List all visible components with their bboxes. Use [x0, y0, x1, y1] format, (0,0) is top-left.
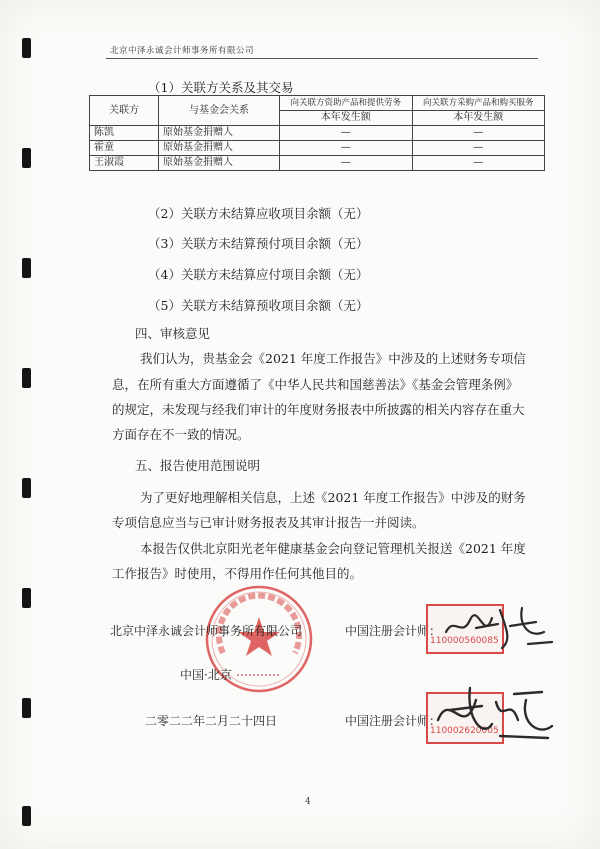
table-header-row [90, 96, 545, 111]
cpa2-label: 中国注册会计师： [345, 714, 442, 728]
signature-firm-name: 北京中泽永诚会计师事务所有限公司 [110, 624, 303, 638]
binder-hole [22, 698, 31, 718]
list-item: （2）关联方未结算应收项目余额（无） [148, 206, 369, 221]
table-cell-value: — [412, 126, 545, 141]
binder-hole [22, 806, 31, 826]
table-cell-party: 陈凯 [90, 126, 159, 141]
binder-hole [22, 588, 31, 608]
table-header-party: 关联方 [90, 96, 159, 126]
related-party-table [89, 95, 545, 171]
table-cell-value: — [280, 156, 413, 171]
cpa1-handwritten-signature [440, 598, 560, 658]
cpa1-seal-id: 110000560085 [430, 636, 499, 646]
page-header: 北京中泽永诚会计师事务所有限公司 [110, 46, 255, 56]
table-cell-value: — [280, 126, 413, 141]
table-cell-party: 霍童 [90, 141, 159, 156]
section-title-related-parties: （1）关联方关系及其交易 [148, 80, 294, 95]
table-row [90, 126, 545, 141]
list-item: （3）关联方未结算预付项目余额（无） [148, 236, 369, 251]
table-cell-relation: 原始基金捐赠人 [159, 141, 280, 156]
binder-hole [22, 258, 31, 278]
table-header-group1: 向关联方资助产品和提供劳务 [280, 96, 413, 111]
paragraph-line: 的规定，未发现与经我们审计的年度财务报表中所披露的相关内容存在重大 [112, 402, 525, 417]
binder-hole [22, 148, 31, 168]
table-cell-value: — [280, 141, 413, 156]
binder-hole [22, 368, 31, 388]
cpa2-seal-id: 110002620005 [430, 726, 499, 736]
table-cell-value: — [412, 141, 545, 156]
paragraph-line: 方面存在不一致的情况。 [112, 427, 250, 442]
section-title-audit-opinion: 四、审核意见 [135, 326, 211, 341]
table-subheader: 本年发生额 [412, 111, 545, 126]
signature-date: 二零二二年二月二十四日 [145, 714, 278, 728]
binder-hole [22, 478, 31, 498]
binder-hole [22, 38, 31, 58]
header-rule [106, 58, 538, 59]
table-cell-relation: 原始基金捐赠人 [159, 126, 280, 141]
list-item: （5）关联方未结算预收项目余额（无） [148, 298, 369, 313]
page-number: 4 [305, 797, 311, 807]
paragraph-line: 本报告仅供北京阳光老年健康基金会向登记管理机关报送《2021 年度 [140, 541, 526, 556]
table-subheader: 本年发生额 [280, 111, 413, 126]
table-header-group2: 向关联方采购产品和购买服务 [412, 96, 545, 111]
cpa1-label: 中国注册会计师： [345, 624, 442, 638]
paragraph-line: 息，在所有重大方面遵循了《中华人民共和国慈善法》《基金会管理条例》 [112, 377, 519, 392]
table-row [90, 141, 545, 156]
list-item: （4）关联方未结算应付项目余额（无） [148, 267, 369, 282]
table-cell-party: 王淑霞 [90, 156, 159, 171]
table-cell-value: — [412, 156, 545, 171]
signature-city: 中国·北京 [180, 668, 232, 682]
paragraph-line: 工作报告》时使用，不得用作任何其他目的。 [112, 566, 363, 581]
paragraph-line: 专项信息应当与已审计财务报表及其审计报告一并阅读。 [112, 515, 425, 530]
paragraph-line: 为了更好地理解相关信息，上述《2021 年度工作报告》中涉及的财务 [140, 490, 526, 505]
table-header-relation: 与基金会关系 [159, 96, 280, 126]
table-cell-relation: 原始基金捐赠人 [159, 156, 280, 171]
paragraph-line: 我们认为，贵基金会《2021 年度工作报告》中涉及的上述财务专项信 [140, 351, 526, 366]
table-row [90, 156, 545, 171]
cpa2-handwritten-signature [430, 680, 560, 750]
section-title-usage-scope: 五、报告使用范围说明 [135, 458, 261, 473]
